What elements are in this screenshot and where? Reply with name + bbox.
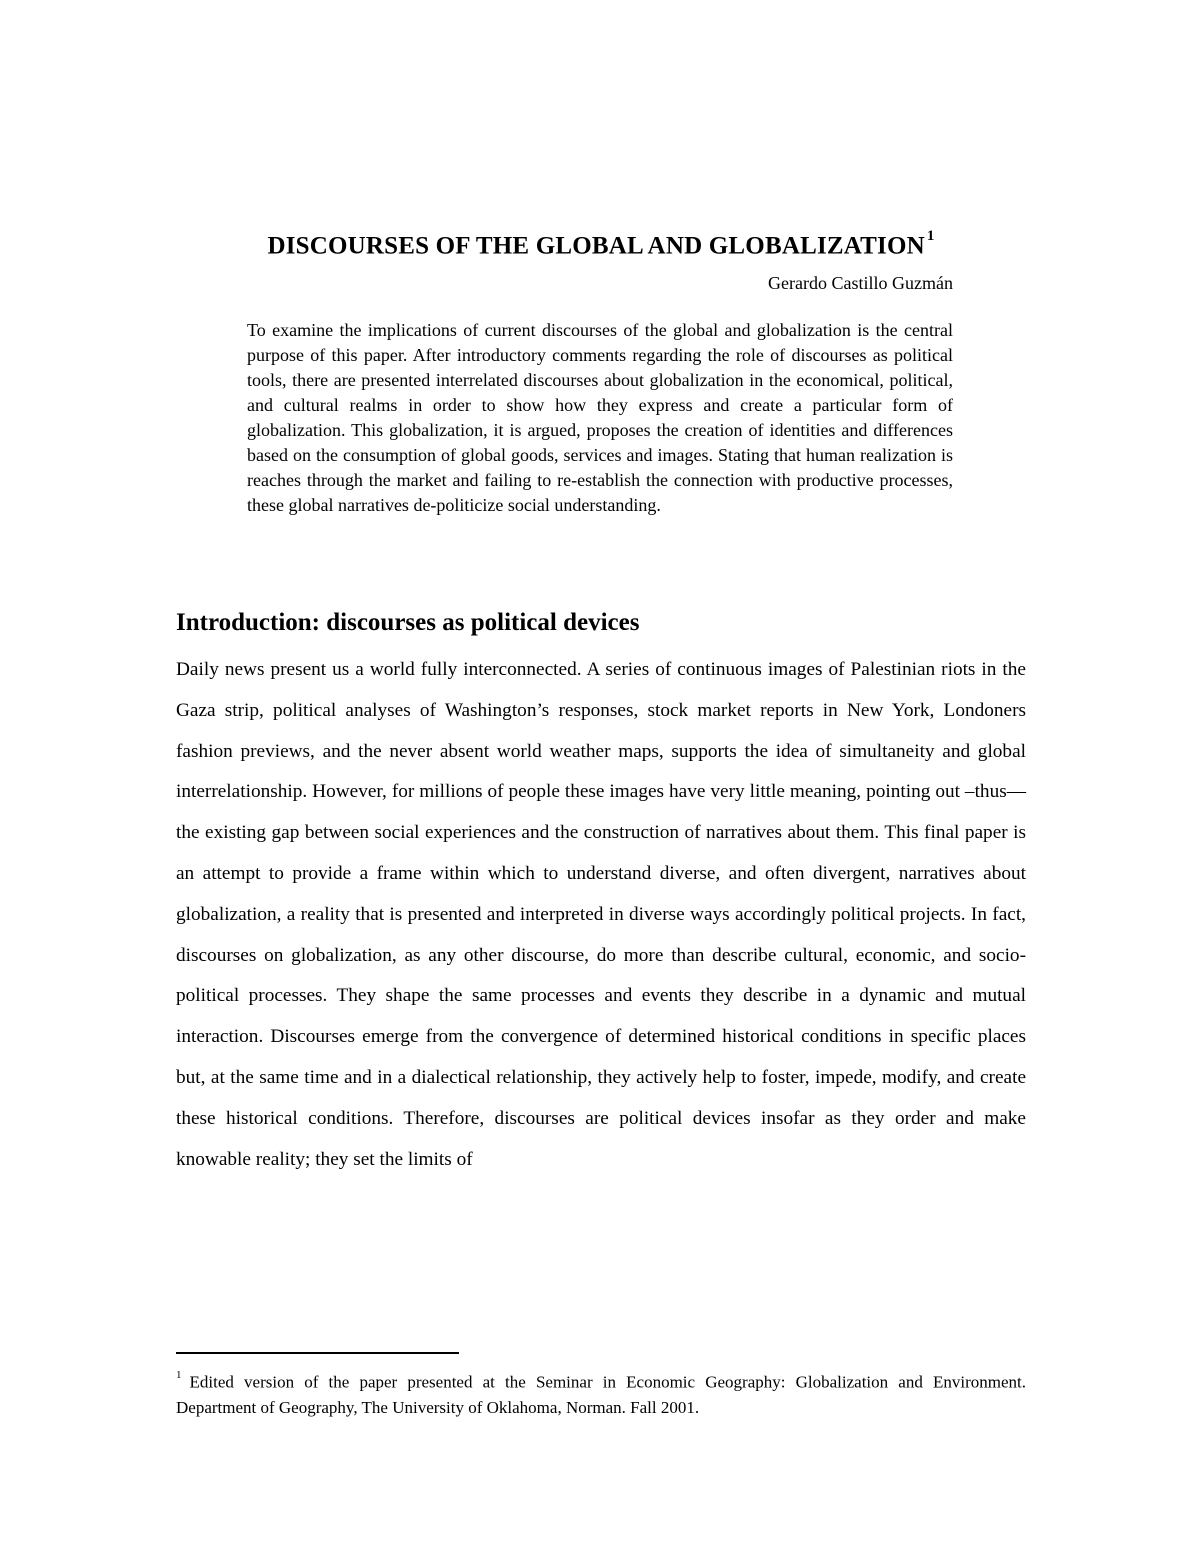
paper-title-text: DISCOURSES OF THE GLOBAL AND GLOBALIZATION <box>267 232 925 260</box>
author-name: Gerardo Castillo Guzmán <box>768 273 953 293</box>
abstract-text: To examine the implications of current discourses of the global and globalization is the central purpose of this paper. After introductory comments regarding the role of discourses as political tools, there are presented interrelated discourses about globalization in the economical, political, and cultural realms in order to show how they express and create a particular form of globalization. This globalization, it is argued, proposes the creation of identities and differences based on the consumption of global goods, services and images. Stating that human realization is reaches through the market and failing to re-establish the connection with productive processes, these global narratives de-politicize social understanding. <box>247 320 953 515</box>
abstract <box>247 318 953 518</box>
section-heading: Introduction: discourses as political devices <box>176 609 640 636</box>
footnote-text: Edited version of the paper presented at the Seminar in Economic Geography: Globalization and Environment. Department of Geography, The University of Oklahoma, Norman. Fall 2001. <box>176 1372 1026 1417</box>
section-body <box>176 650 1026 1180</box>
title-footnote-marker[interactable]: 1 <box>926 228 935 244</box>
footnote <box>176 1366 1026 1420</box>
footnote-marker: 1 <box>176 1369 182 1381</box>
footnote-divider <box>176 1352 459 1354</box>
body-paragraph: Daily news present us a world fully interconnected. A series of continuous images of Palestinian riots in the Gaza strip, political analyses of Washington’s responses, stock market reports in New York, Londoners fashion previews, and the never absent world weather maps, supports the idea of simultaneity and global interrelationship. However, for millions of people these images have very little meaning, pointing out –thus— the existing gap between social experiences and the construction of narratives about them. This final paper is an attempt to provide a frame within which to understand diverse, and often divergent, narratives about globalization, a reality that is presented and interpreted in diverse ways accordingly political projects. In fact, discourses on globalization, as any other discourse, do more than describe cultural, economic, and socio-political processes. They shape the same processes and events they describe in a dynamic and mutual interaction. Discourses emerge from the convergence of determined historical conditions in specific places but, at the same time and in a dialectical relationship, they actively help to foster, impede, modify, and create these historical conditions. Therefore, discourses are political devices insofar as they order and make knowable reality; they set the limits of <box>176 659 1026 1170</box>
paper-title <box>176 224 1026 262</box>
